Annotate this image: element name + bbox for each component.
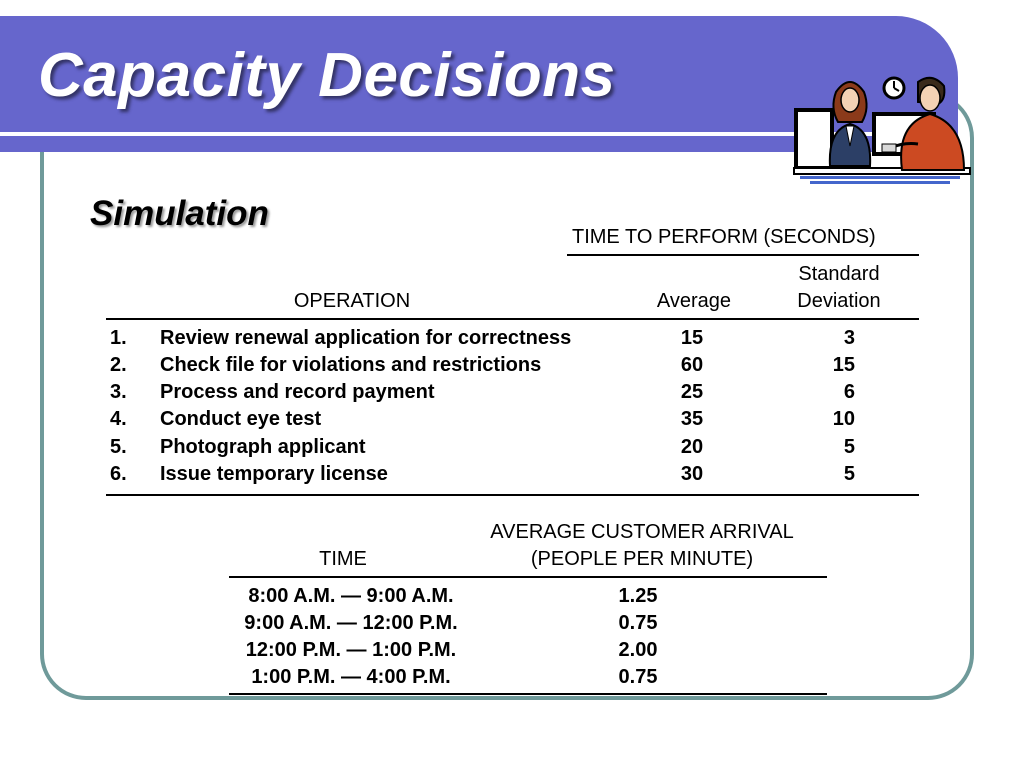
time-column-header: TIME <box>319 548 367 570</box>
average-value: 15 <box>680 327 704 349</box>
std-dev-value: 15 <box>832 354 855 376</box>
arrival-bottom-rule <box>229 693 827 695</box>
arrival-rate: 0.75 <box>618 666 658 688</box>
average-value: 20 <box>680 436 704 458</box>
time-to-perform-header: TIME TO PERFORM (SECONDS) <box>572 226 876 248</box>
time-range: 1:00 P.M. — 4:00 P.M. <box>251 666 451 688</box>
time-range: 8:00 A.M. — 9:00 A.M. <box>248 585 454 607</box>
row-number: 6. <box>110 463 127 485</box>
time-range: 12:00 P.M. — 1:00 P.M. <box>245 639 457 661</box>
std-dev-value: 5 <box>843 463 855 485</box>
average-column-header: Average <box>656 290 732 312</box>
arrival-rate: 2.00 <box>618 639 658 661</box>
operations-bottom-rule <box>106 494 919 496</box>
arrival-header-line1: AVERAGE CUSTOMER ARRIVAL <box>490 521 794 543</box>
group-header-rule <box>567 254 919 256</box>
header-bottom-rule <box>106 318 919 320</box>
row-number: 5. <box>110 436 127 458</box>
arrival-header-rule <box>229 576 827 578</box>
row-number: 1. <box>110 327 127 349</box>
time-range: 9:00 A.M. — 12:00 P.M. <box>244 612 458 634</box>
std-dev-value: 5 <box>843 436 855 458</box>
row-number: 3. <box>110 381 127 403</box>
std-dev-value: 6 <box>843 381 855 403</box>
average-value: 60 <box>680 354 704 376</box>
std-dev-header-line2: Deviation <box>797 290 881 312</box>
operation-name: Conduct eye test <box>160 408 322 430</box>
operation-name: Photograph applicant <box>160 436 366 458</box>
slide-title: Capacity Decisions <box>38 41 616 110</box>
std-dev-header-line1: Standard <box>798 263 880 285</box>
average-value: 25 <box>680 381 704 403</box>
operation-name: Process and record payment <box>160 381 435 403</box>
std-dev-value: 3 <box>843 327 855 349</box>
row-number: 2. <box>110 354 127 376</box>
row-number: 4. <box>110 408 127 430</box>
arrival-header-line2: (PEOPLE PER MINUTE) <box>530 548 754 570</box>
arrival-rate: 0.75 <box>618 612 658 634</box>
average-value: 35 <box>680 408 704 430</box>
operation-column-header: OPERATION <box>293 290 411 312</box>
slide-subtitle: Simulation <box>90 194 269 233</box>
customer-service-clipart-icon <box>790 70 974 188</box>
arrival-rate: 1.25 <box>618 585 658 607</box>
std-dev-value: 10 <box>832 408 855 430</box>
operation-name: Check file for violations and restrictions <box>160 354 542 376</box>
operation-name: Issue temporary license <box>160 463 388 485</box>
operation-name: Review renewal application for correctness <box>160 327 572 349</box>
average-value: 30 <box>680 463 704 485</box>
